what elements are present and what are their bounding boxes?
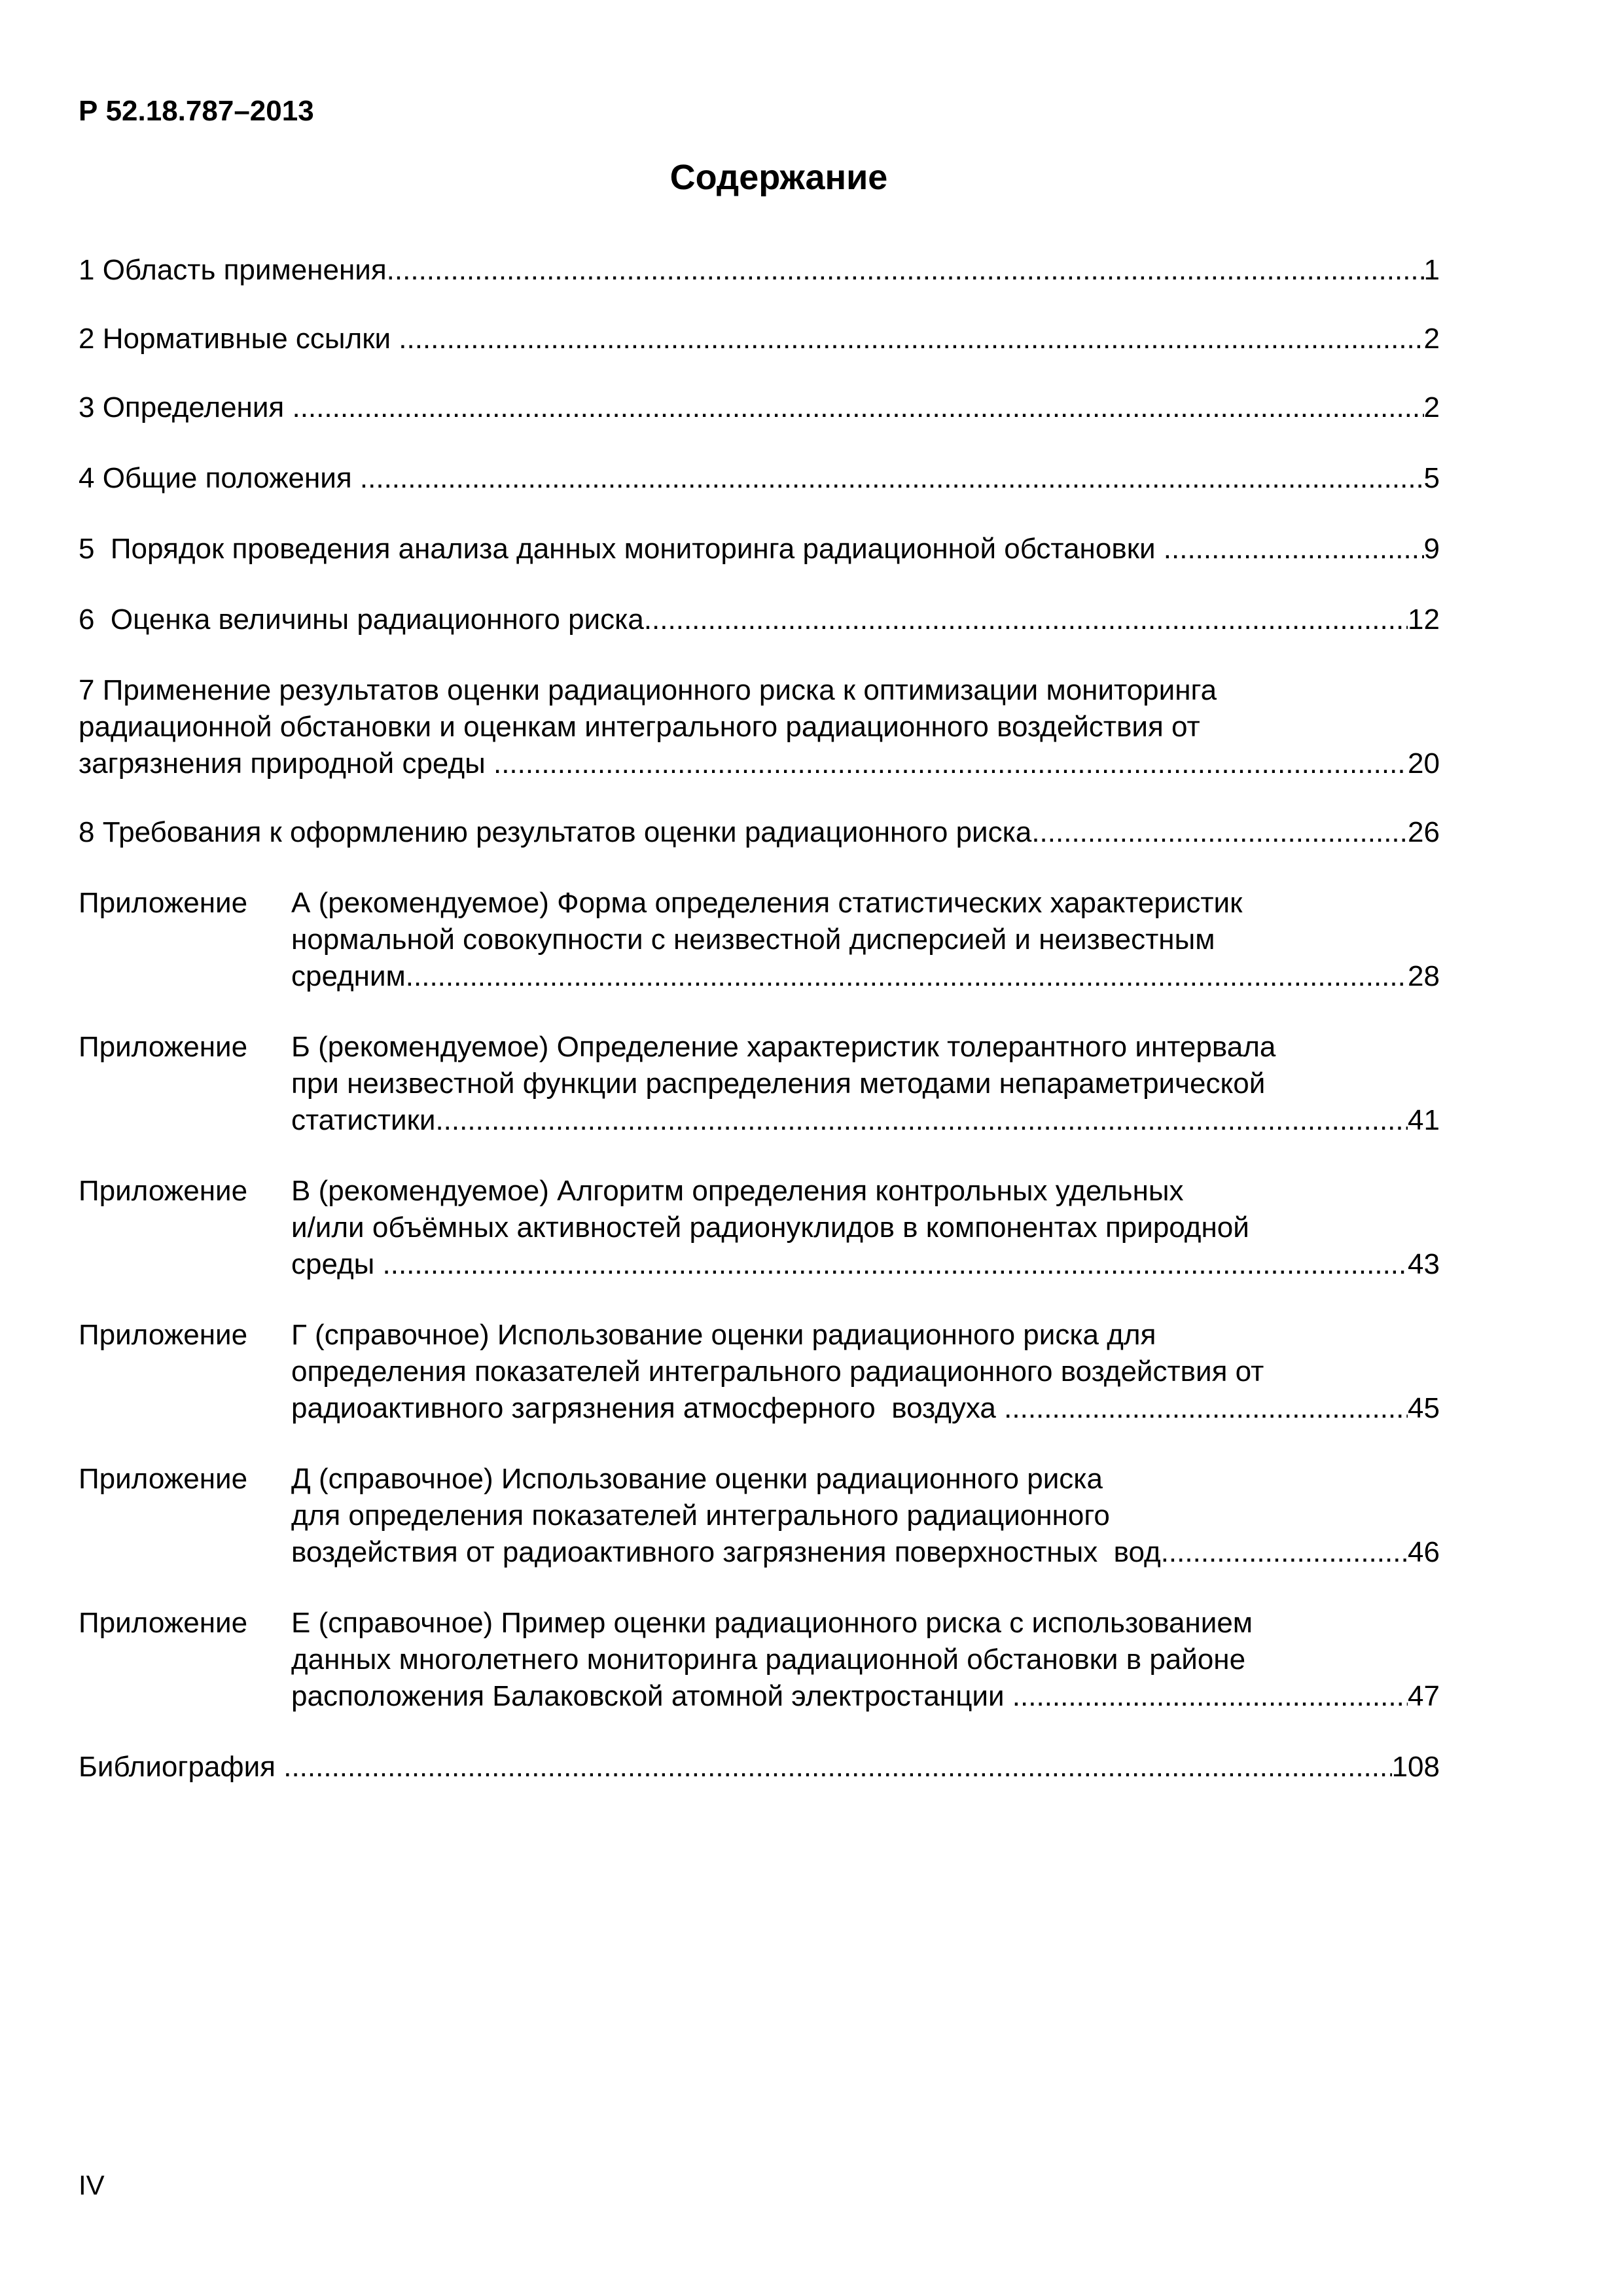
appendix-title-continued: данных многолетнего мониторинга радиационной обстановки в районе: [291, 1643, 1246, 1676]
toc-entry[interactable]: [79, 321, 1440, 357]
appendix-title-continued: расположения Балаковской атомной электростанции: [291, 1680, 1012, 1712]
toc-entry-page: 20: [1408, 747, 1440, 780]
dot-leader: [1161, 1534, 1408, 1571]
page-number: IV: [79, 2170, 105, 2200]
dot-leader: [1031, 814, 1408, 851]
dot-leader: [493, 745, 1408, 782]
appendix-title-continued: нормальной совокупности с неизвестной дисперсией и неизвестным: [291, 924, 1215, 956]
appendix-title-continued: и/или объёмных активностей радионуклидов в компонентах природной: [291, 1211, 1249, 1244]
toc-entry-title: 3 Определения: [79, 391, 293, 423]
toc-entry-page: 41: [1408, 1104, 1440, 1136]
appendix-title-continued: среды: [291, 1248, 383, 1280]
toc-entry[interactable]: [79, 672, 1440, 782]
dot-leader: [406, 958, 1408, 995]
appendix-prefix: Приложение: [79, 1031, 248, 1063]
bibliography-label: Библиография: [79, 1751, 284, 1783]
toc-entry-page: 2: [1423, 323, 1440, 355]
appendix-prefix: Приложение: [79, 1319, 248, 1351]
toc-entry-page: 9: [1423, 533, 1440, 565]
toc-entry-page: 5: [1423, 462, 1440, 494]
appendix-title: В (рекомендуемое) Алгоритм определения контрольных удельных: [291, 1175, 1184, 1207]
toc-entry-page: 43: [1408, 1248, 1440, 1280]
toc-entry-page: 45: [1408, 1392, 1440, 1424]
toc-entry-title: 7 Применение результатов оценки радиационного риска к оптимизации мониторинга: [79, 674, 1217, 706]
dot-leader: [1012, 1678, 1408, 1715]
toc-entry[interactable]: [79, 531, 1440, 567]
toc-entry[interactable]: [79, 601, 1440, 638]
dot-leader: [399, 321, 1423, 357]
appendix-prefix: Приложение: [79, 1175, 248, 1207]
toc-appendix-entry[interactable]: [79, 1173, 1440, 1283]
appendix-title-continued: радиоактивного загрязнения атмосферного воздуха: [291, 1392, 1005, 1424]
appendix-title: Д (справочное) Использование оценки радиационного риска: [291, 1463, 1103, 1495]
dot-leader: [360, 460, 1424, 497]
toc-entry-page: 26: [1408, 816, 1440, 848]
appendix-title-continued: для определения показателей интегрального радиационного: [291, 1499, 1110, 1532]
toc-entry[interactable]: [79, 389, 1440, 426]
dot-leader: [1004, 1390, 1408, 1427]
appendix-prefix: Приложение: [79, 1607, 248, 1639]
toc-entry-title: 8 Требования к оформлению результатов оценки радиационного риска: [79, 816, 1032, 848]
toc-entry-page: 2: [1423, 391, 1440, 423]
toc-appendix-entry[interactable]: [79, 1605, 1440, 1715]
dot-leader: [435, 1102, 1408, 1139]
toc-appendix-entry[interactable]: [79, 1461, 1440, 1571]
dot-leader: [387, 252, 1424, 289]
toc-appendix-entry[interactable]: [79, 1029, 1440, 1139]
appendix-title-continued: при неизвестной функции распределения методами непараметрической: [291, 1067, 1266, 1100]
dot-leader: [283, 1749, 1391, 1785]
toc-entry-page: 46: [1408, 1536, 1440, 1568]
appendix-title-continued: воздействия от радиоактивного загрязнения поверхностных вод: [291, 1536, 1161, 1568]
table-of-contents: [79, 252, 1440, 1785]
toc-entry-page: 1: [1423, 254, 1440, 286]
appendix-title: Е (справочное) Пример оценки радиационного риска с использованием: [291, 1607, 1253, 1639]
dot-leader: [383, 1246, 1408, 1283]
toc-entry-title: 2 Нормативные ссылки: [79, 323, 399, 355]
appendix-title: А (рекомендуемое) Форма определения статистических характеристик: [291, 887, 1243, 919]
toc-entry[interactable]: [79, 814, 1440, 851]
dot-leader: [292, 389, 1423, 426]
document-id: Р 52.18.787–2013: [79, 95, 314, 127]
toc-entry-page: 12: [1408, 603, 1440, 636]
appendix-title-continued: средним: [291, 960, 406, 992]
toc-entry-page: 47: [1408, 1680, 1440, 1712]
toc-entry-title: 1 Область применения: [79, 254, 387, 286]
toc-title: Содержание: [669, 158, 888, 197]
toc-entry-title: 6 Оценка величины радиационного риска: [79, 603, 644, 636]
toc-entry[interactable]: [79, 460, 1440, 497]
toc-appendix-entry[interactable]: [79, 1317, 1440, 1427]
appendix-title-continued: определения показателей интегрального радиационного воздействия от: [291, 1355, 1264, 1388]
toc-entry[interactable]: [79, 252, 1440, 289]
appendix-title: Б (рекомендуемое) Определение характеристик толерантного интервала: [291, 1031, 1276, 1063]
appendix-title: Г (справочное) Использование оценки радиационного риска для: [291, 1319, 1156, 1351]
toc-entry-title-continued: загрязнения природной среды: [79, 747, 493, 780]
toc-bibliography-entry[interactable]: [79, 1749, 1440, 1785]
appendix-prefix: Приложение: [79, 1463, 248, 1495]
dot-leader: [644, 601, 1408, 638]
toc-entry-page: 28: [1408, 960, 1440, 992]
appendix-title-continued: статистики: [291, 1104, 436, 1136]
toc-entry-title-continued: радиационной обстановки и оценкам интегрального радиационного воздействия от: [79, 711, 1200, 743]
toc-appendix-entry[interactable]: [79, 885, 1440, 995]
toc-entry-title: 4 Общие положения: [79, 462, 360, 494]
toc-entry-page: 108: [1391, 1751, 1440, 1783]
appendix-prefix: Приложение: [79, 887, 248, 919]
toc-entry-title: 5 Порядок проведения анализа данных мониторинга радиационной обстановки: [79, 533, 1164, 565]
dot-leader: [1164, 531, 1424, 567]
